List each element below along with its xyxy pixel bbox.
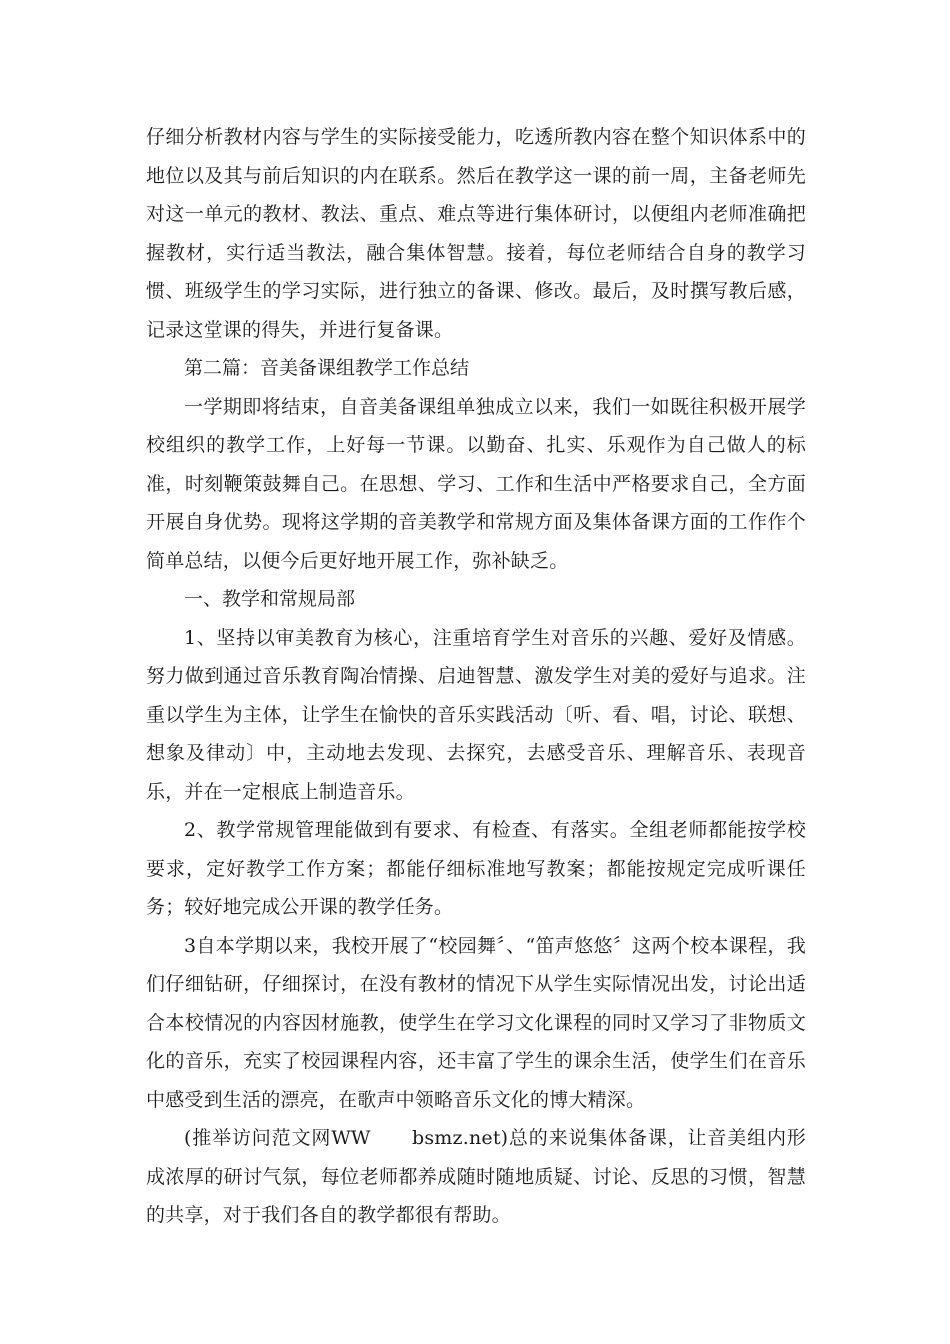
paragraph-intro: 一学期即将结束，自音美备课组单独成立以来，我们一如既往积极开展学校组织的教学工作，上好每一节课。以勤奋、扎实、乐观作为自己做人的标准，时刻鞭策鼓舞自己。在思想、学习、工作和生活中严格要求自己，全方面开展自身优势。现将这学期的音美教学和常规方面及集体备课方面的工作作个简单总结，以便今后更好地开展工作，弥补缺乏。 [146,395,806,572]
paragraph-item-1: 1、坚持以审美教育为核心，注重培育学生对音乐的兴趣、爱好及情感。努力做到通过音乐教育陶冶情操、启迪智慧、激发学生对美的爱好与追求。注重以学生为主体，让学生在愉快的音乐实践活动〔听、看、唱，讨论、联想、想象及律动〕中，主动地去发现、去探究，去感受音乐、理解音乐、表现音乐，并在一定根底上制造音乐。 [146,626,806,803]
document-body [146,118,806,1235]
paragraph-continuation: 仔细分析教材内容与学生的实际接受能力，吃透所教内容在整个知识体系中的地位以及其与前后知识的内在联系。然后在教学这一课的前一周，主备老师先对这一单元的教材、教法、重点、难点等进行集体研讨，以便组内老师准确把握教材，实行适当教法，融合集体智慧。接着，每位老师结合自身的教学习惯、班级学生的学习实际，进行独立的备课、修改。最后，及时撰写教后感，记录这堂课的得失，并进行复备课。 [146,126,806,341]
paragraph-item-3: 3自本学期以来，我校开展了“校园舞〞、“笛声悠悠〞这两个校本课程，我们仔细钻研，仔细探讨，在没有教材的情况下从学生实际情况出发，讨论出适合本校情况的内容因材施教，使学生在学习文化课程的同时又学习了非物质文化的音乐，充实了校园课程内容，还丰富了学生的课余生活，使学生们在音乐中感受到生活的漂亮，在歌声中领略音乐文化的博大精深。 [146,934,806,1111]
paragraph-item-2: 2、教学常规管理能做到有要求、有检查、有落实。全组老师都能按学校要求，定好教学工作方案；都能仔细标准地写教案；都能按规定完成听课任务；较好地完成公开课的教学任务。 [146,819,806,918]
paragraph-conclusion: (推举访问范文网WW bsmz.net)总的来说集体备课，让音美组内形成浓厚的研讨气氛，每位老师都养成随时随地质疑、讨论、反思的习惯，智慧的共享，对于我们各自的教学都很有帮助。 [146,1127,806,1226]
subsection-heading: 一、教学和常规局部 [184,588,356,610]
section-title: 第二篇：音美备课组教学工作总结 [184,357,470,379]
